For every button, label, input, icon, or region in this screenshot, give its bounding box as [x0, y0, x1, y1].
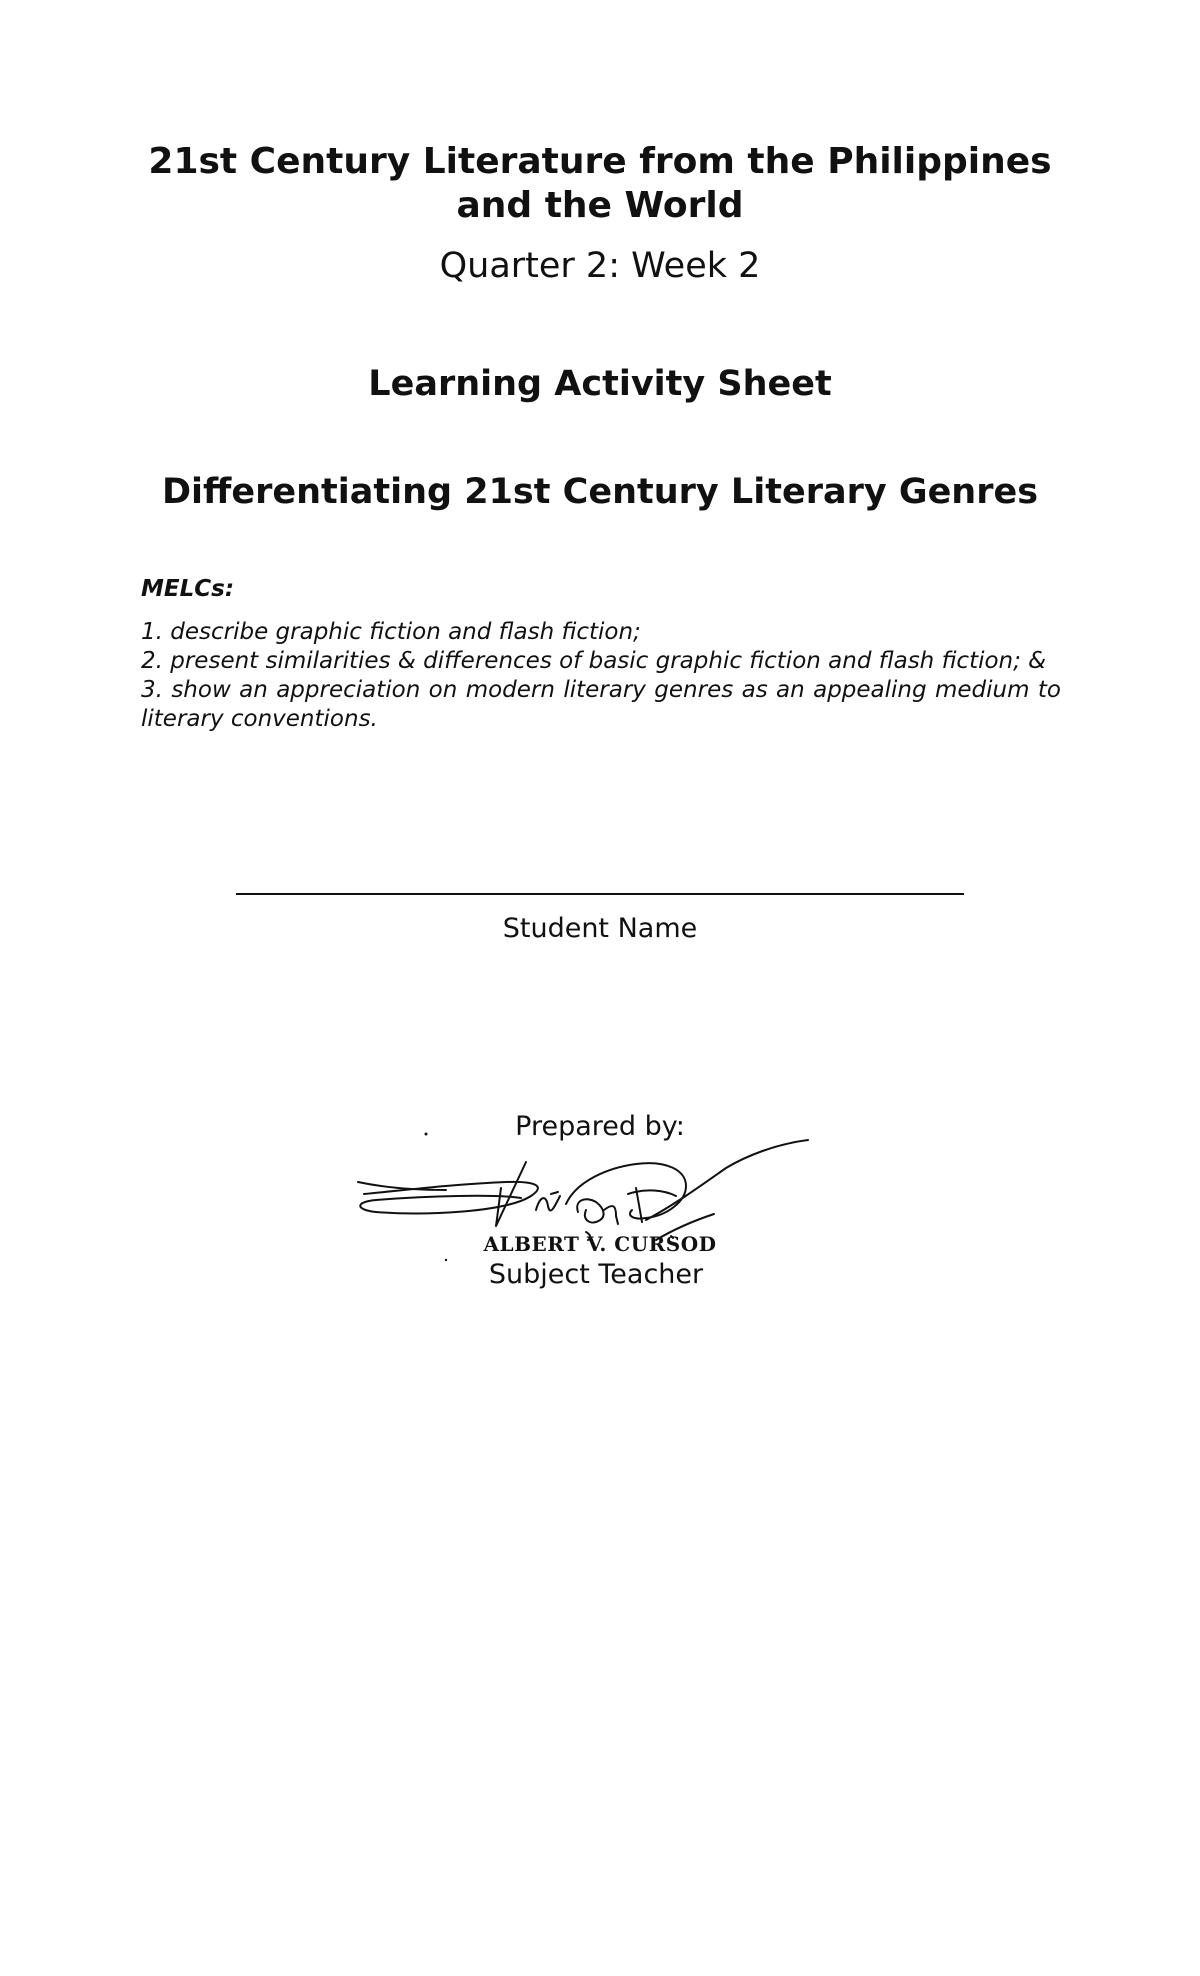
melcs-label: MELCs:: [141, 576, 235, 602]
student-name-line: [236, 893, 964, 895]
document-title-line-1: 21st Century Literature from the Philippines: [148, 141, 1052, 182]
quarter-week-subtitle: Quarter 2: Week 2: [439, 246, 761, 286]
document-title-line-2: and the World: [456, 185, 744, 226]
student-name-label: Student Name: [502, 913, 698, 944]
melcs-list: [141, 618, 1061, 734]
topic-heading: Differentiating 21st Century Literary Genres: [161, 472, 1039, 512]
teacher-name: ALBERT V. CURSOD: [483, 1232, 717, 1256]
sheet-type-heading: Learning Activity Sheet: [368, 364, 832, 404]
prepared-by-label: Prepared by:: [515, 1111, 685, 1142]
teacher-role: Subject Teacher: [488, 1259, 704, 1290]
melcs-item: 2. present similarities & differences of basic graphic fiction and flash fiction; &: [141, 648, 1047, 674]
melcs-item: 3. show an appreciation on modern literary genres as an appealing medium to literary conventions.: [141, 677, 1061, 732]
melcs-item: 1. describe graphic fiction and flash fiction;: [141, 619, 641, 645]
